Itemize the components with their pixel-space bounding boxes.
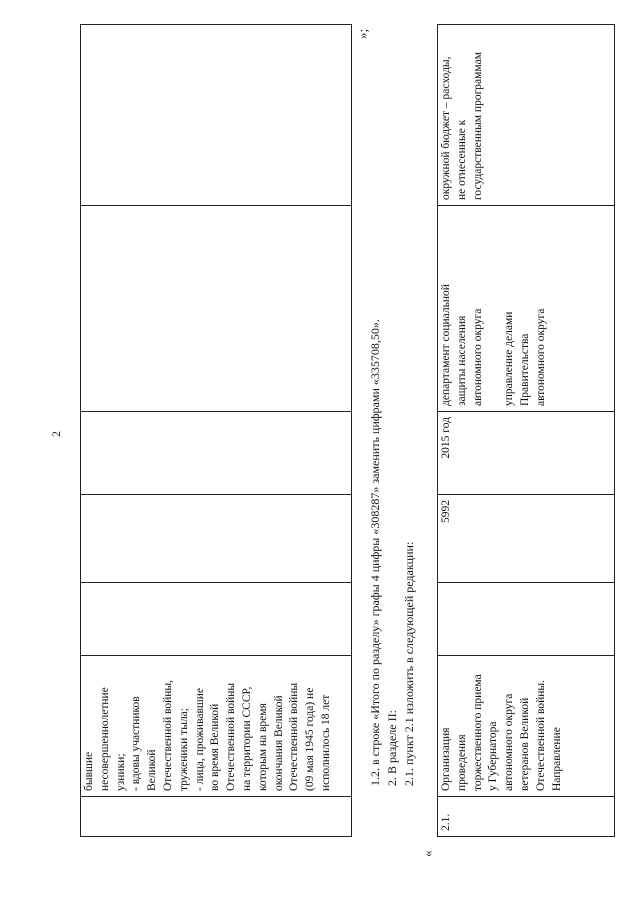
- table-row: [81, 25, 352, 837]
- page-number: 2: [49, 431, 63, 437]
- text-line: автономного округа: [471, 308, 484, 406]
- text-line: (09 мая 1945 года) не: [304, 687, 317, 791]
- text-line: окончания Великой: [272, 695, 285, 791]
- text-line: Великой: [146, 749, 159, 791]
- text-line: ветеранов Великой: [518, 697, 531, 791]
- top-cell-6: [81, 206, 352, 412]
- bottom-cell-executor: [438, 206, 615, 412]
- text-line: окружной бюджет – расходы,: [440, 56, 452, 200]
- bottom-cell-year: 2015 год: [438, 412, 615, 495]
- top-cell-categories: [81, 656, 352, 797]
- text-line: Правительства: [519, 333, 532, 406]
- table-bottom: [437, 24, 615, 837]
- text-line: бывшие: [83, 751, 95, 791]
- text-line: автономного округа: [534, 308, 547, 406]
- text-line: Отечественной войны,: [161, 679, 174, 791]
- text-line: несовершеннолетние: [98, 687, 111, 791]
- top-cell-4: [81, 495, 352, 583]
- table-row: [438, 25, 615, 837]
- closing-quote: »;: [355, 28, 370, 39]
- text-line: автономного округа: [503, 693, 516, 791]
- text-line: Отечественной войны: [225, 682, 238, 791]
- text-line: узники;: [114, 753, 127, 791]
- paragraph-1-2: 1.2. в строке «Итого по разделу» графы 4 цифры «308287» заменить цифрами «335708,50».: [368, 319, 382, 786]
- text-line: государственным программам: [471, 51, 484, 200]
- paragraph-2: 2. В разделе II:: [385, 710, 399, 786]
- text-line: защиты населения: [455, 315, 468, 406]
- text-line: торжественного приема: [471, 674, 484, 791]
- top-cell-number: [81, 797, 352, 837]
- paragraph-2-1: 2.1. пункт 2.1 изложить в следующей редакции:: [402, 541, 416, 786]
- text-line: департамент социальной: [440, 284, 452, 406]
- bottom-cell-amount: 5992: [438, 495, 615, 583]
- text-line: труженики тыла;: [177, 708, 190, 791]
- text-line: у Губернатора: [487, 721, 500, 791]
- text-line: Направление: [550, 727, 563, 791]
- text-line: Отечественной войны.: [534, 679, 547, 791]
- opening-quote: «: [420, 850, 435, 857]
- text-line: которым на время: [256, 703, 269, 791]
- top-cell-3: [81, 583, 352, 656]
- text-line: проведения: [455, 734, 468, 791]
- text-line: не отнесенные к: [455, 119, 468, 200]
- text-line: - вдовы участников: [130, 696, 143, 791]
- text-line: управление делами: [503, 311, 516, 406]
- text-line: на территории СССР,: [240, 686, 253, 791]
- bottom-cell-empty-3: [438, 583, 615, 656]
- top-cell-7: [81, 25, 352, 206]
- top-cell-5: [81, 412, 352, 495]
- text-line: - лица, проживавшие: [193, 687, 206, 791]
- text-line: Организация: [440, 727, 452, 791]
- bottom-cell-source: [438, 25, 615, 206]
- text-line: во время Великой: [209, 703, 222, 791]
- bottom-cell-number: 2.1.: [438, 797, 615, 837]
- table-top: [80, 24, 352, 837]
- spacer: [486, 211, 502, 406]
- text-line: исполнилось 18 лет: [319, 694, 332, 791]
- text-line: Отечественной войны: [288, 682, 301, 791]
- bottom-cell-name: [438, 656, 615, 797]
